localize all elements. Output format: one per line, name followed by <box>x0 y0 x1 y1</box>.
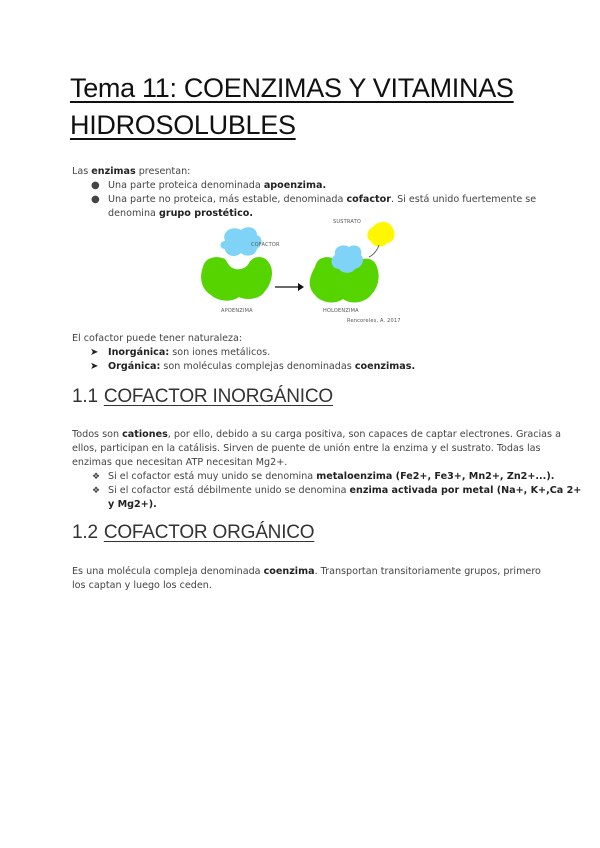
section-heading-2: 1.2 COFACTOR ORGÁNICO <box>72 522 315 543</box>
title-line-2: HIDROSOLUBLES <box>70 110 296 140</box>
intro-paragraph: Las enzimas presentan: <box>72 166 191 177</box>
bullet-dot-icon: ● <box>91 194 100 205</box>
figure-credit: Rencoreles, A. 2017 <box>347 318 401 324</box>
title-line-1: Tema 11: COENZIMAS Y VITAMINAS <box>70 73 514 103</box>
section-heading-1: 1.1 COFACTOR INORGÁNICO <box>72 386 333 407</box>
diamond-bullet-icon: ❖ <box>92 472 101 482</box>
apoenzyme-shape <box>201 257 272 301</box>
list-item-continuation: y Mg2+). <box>108 499 157 510</box>
list-item: ➤ Inorgánica: son iones metálicos. <box>90 347 271 358</box>
section-1-line-1: Todos son cationes, por ello, debido a su carga positiva, son capaces de captar electrones. Gracias a <box>72 429 561 440</box>
list-item: ● Una parte no proteica, más estable, denominada cofactor. Si está unido fuertemente se <box>91 194 537 205</box>
list-item: ❖ Si el cofactor está muy unido se denomina metaloenzima (Fe2+, Fe3+, Mn2+, Zn2+...). <box>92 471 555 482</box>
section-2-line-1: Es una molécula compleja denominada coenzima. Transportan transitoriamente grupos, primero <box>72 566 541 577</box>
cofactor-diagram <box>195 215 410 327</box>
arrow-bullet-icon: ➤ <box>90 361 99 372</box>
section-1-line-3: enzimas que necesitan ATP necesitan Mg2+. <box>72 457 288 468</box>
page-title <box>70 70 540 144</box>
diamond-bullet-icon: ❖ <box>92 486 101 496</box>
label-cofactor: COFACTOR <box>251 242 280 248</box>
cofactor-nature-intro: El cofactor puede tener naturaleza: <box>72 333 243 344</box>
section-2-line-2: los captan y luego los ceden. <box>72 580 212 591</box>
pointer-line <box>369 245 379 257</box>
label-holoenzima: HOLOENZIMA <box>323 308 359 314</box>
label-substrato: SUSTRATO <box>333 219 361 225</box>
label-apoenzima: APOENZIMA <box>221 308 253 314</box>
list-item: ➤ Orgánica: son moléculas complejas denominadas coenzimas. <box>90 361 416 372</box>
substrate-shape <box>367 222 394 247</box>
list-item: ● Una parte proteica denominada apoenzima. <box>91 180 327 191</box>
section-1-line-2: ellos, participan en la catálisis. Sirven de puente de unión entre la enzima y el sustrato. Todas las <box>72 443 541 454</box>
list-item-continuation: denomina grupo prostético. <box>108 208 253 219</box>
arrow-bullet-icon: ➤ <box>90 347 99 358</box>
term-enzimas: enzimas <box>91 166 136 177</box>
bullet-dot-icon: ● <box>91 180 100 191</box>
list-item: ❖ Si el cofactor está débilmente unido se denomina enzima activada por metal (Na+, K+,Ca 2+ <box>92 485 582 496</box>
arrow-head-icon <box>298 283 304 291</box>
